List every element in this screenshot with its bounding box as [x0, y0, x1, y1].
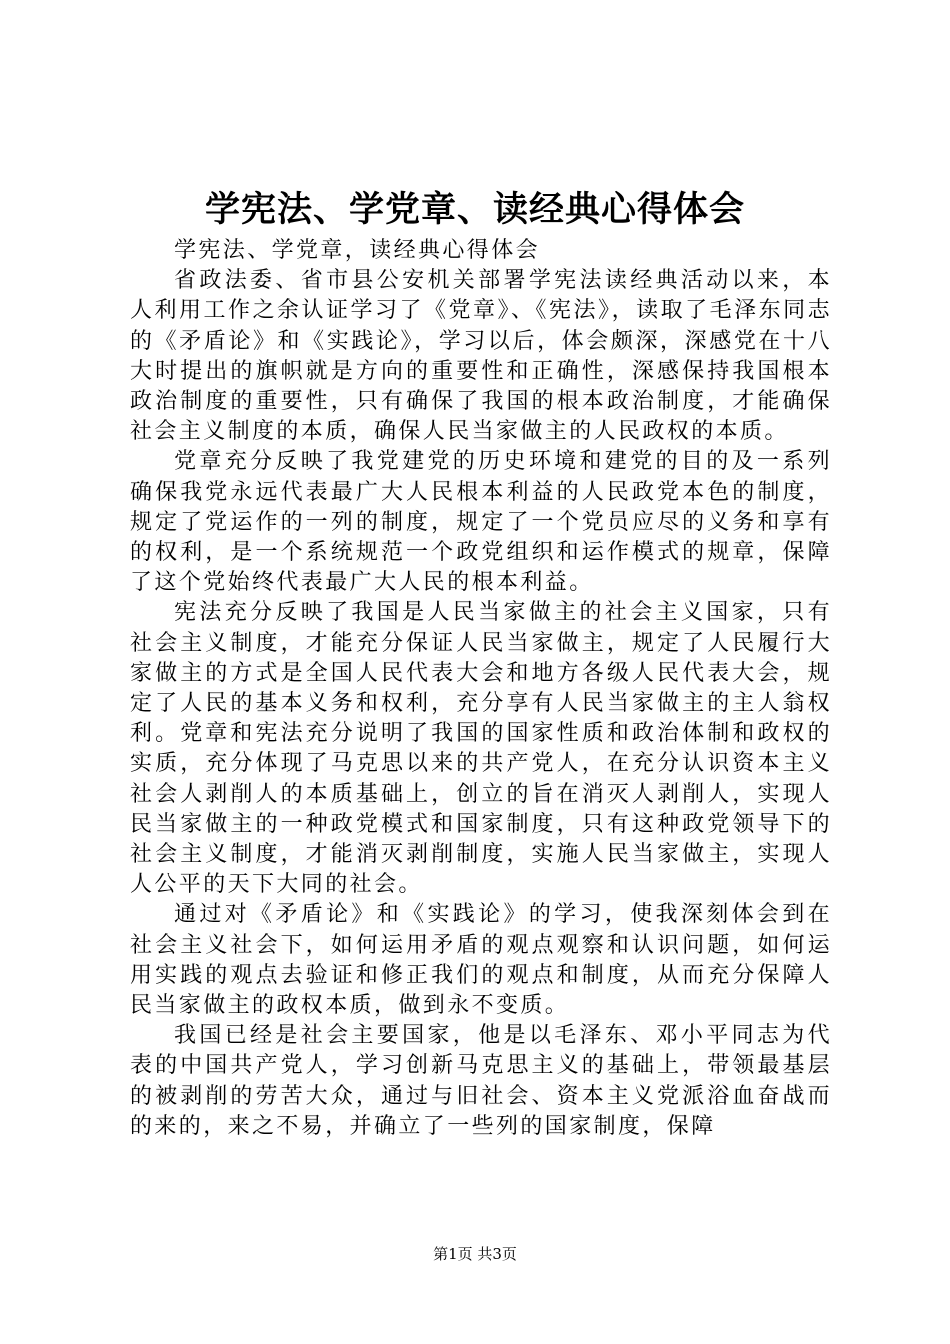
document-title: 学宪法、学党章、读经典心得体会	[204, 189, 745, 230]
body-paragraph: 省政法委、省市县公安机关部署学宪法读经典活动以来，本人利用工作之余认证学习了《党章》、《宪法》，读取了毛泽东同志的《矛盾论》和《实践论》，学习以后，体会颇深，深感党在十八大时提出的旗帜就是方向的重要性和正确性，深感保持我国根本政治制度的重要性，只有确保了我国的根本政治制度，才能确保社会主义制度的本质，确保人民当家做主的人民政权的本质。	[130, 268, 832, 445]
body-paragraph: 我国已经是社会主要国家，他是以毛泽东、邓小平同志为代表的中国共产党人，学习创新马克思主义的基础上，带领最基层的被剥削的劳苦大众，通过与旧社会、资本主义党派浴血奋战而的来的，来之不易，并确立了一些列的国家制度，保障	[130, 1023, 832, 1139]
body-paragraph: 党章充分反映了我党建党的历史环境和建党的目的及一系列确保我党永远代表最广大人民根本利益的人民政党本色的制度，规定了党运作的一列的制度，规定了一个党员应尽的义务和享有的权利，是一个系统规范一个政党组织和运作模式的规章，保障了这个党始终代表最广大人民的根本利益。	[130, 449, 832, 596]
body-paragraph: 宪法充分反映了我国是人民当家做主的社会主义国家，只有社会主义制度，才能充分保证人民当家做主，规定了人民履行大家做主的方式是全国人民代表大会和地方各级人民代表大会，规定了人民的基本义务和权利，充分享有人民当家做主的主人翁权利。党章和宪法充分说明了我国的国家性质和政治体制和政权的实质，充分体现了马克思以来的共产党人，在充分认识资本主义社会人剥削人的本质基础上，创立的旨在消灭人剥削人，实现人民当家做主的一种政党模式和国家制度，只有这种政党领导下的社会主义制度，才能消灭剥削制度，实施人民当家做主，实现人人公平的天下大同的社会。	[130, 600, 832, 898]
body-paragraph-subtitle: 学宪法、学党章，读经典心得体会	[174, 238, 541, 263]
page-footer	[0, 1244, 950, 1264]
body-paragraph: 通过对《矛盾论》和《实践论》的学习，使我深刻体会到在社会主义社会下，如何运用矛盾的观点观察和认识问题，如何运用实践的观点去验证和修正我们的观点和制度，从而充分保障人民当家做主的政权本质，做到永不变质。	[130, 902, 832, 1019]
page-number: 第1页 共3页	[433, 1245, 517, 1263]
document-body	[130, 236, 832, 1142]
